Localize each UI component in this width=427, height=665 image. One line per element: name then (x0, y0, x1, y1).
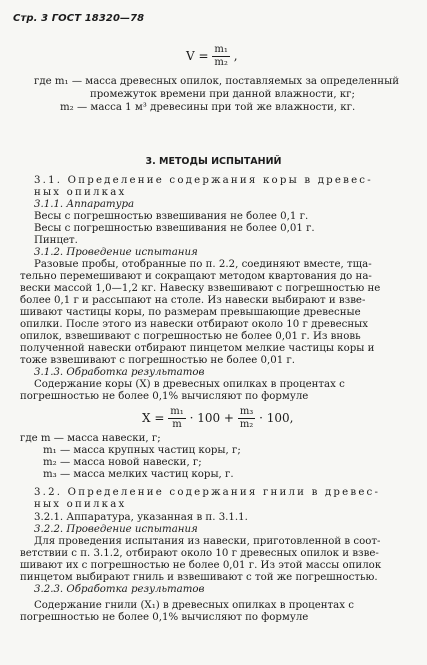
clause-heading: 3.2.1. Аппаратура, указанная в п. 3.1.1. (34, 512, 248, 523)
where-line: m₂ — масса новой навески, г; (43, 457, 202, 468)
paragraph-line: Содержание коры (X) в древесных опилках в процентах с (34, 379, 345, 390)
paragraph-line: полученной навески отбирают пинцетом мелкие частицы коры и (20, 343, 375, 354)
paragraph-line: погрешностью не более 0,1% вычисляют по формуле (20, 612, 309, 623)
section-title: 3. МЕТОДЫ ИСПЫТАНИЙ (145, 156, 282, 167)
formula-fraction (168, 406, 186, 431)
paragraph-line: ветствии с п. 3.1.2, отбирают около 10 г древесных опилок и взве- (20, 548, 379, 559)
formula-fraction (212, 44, 230, 69)
formula-mid: · 100 + (189, 411, 234, 425)
clause-label: 3.1.3. Обработка результатов (34, 367, 205, 378)
paragraph-line: Для проведения испытания из навески, приготовленной в соот- (34, 536, 381, 547)
where-line: где m₁ — масса древесных опилок, поставляемых за определенный (34, 76, 399, 87)
formula-lhs: V = (186, 49, 209, 63)
clause-label: 3.2.3. Обработка результатов (34, 584, 205, 595)
paragraph-line: пинцетом выбирают гниль и взвешивают с той же погрешностью. (20, 572, 378, 583)
fraction-numerator: m₁ (214, 44, 228, 55)
fraction-numerator: m₁ (170, 406, 184, 417)
paragraph-line: тоже взвешивают с погрешностью не более 0,01 г. (20, 355, 296, 366)
list-item: Пинцет. (34, 235, 78, 246)
clause-label: 3.2.2. Проведение испытания (34, 524, 198, 535)
formula-bark (142, 406, 294, 431)
paragraph-line: опилки. После этого из навески отбирают около 10 г древесных (20, 319, 369, 330)
formula-fraction (238, 406, 256, 431)
paragraph-line: вески массой 1,0—1,2 кг. Навеску взвешивают с погрешностью не (20, 283, 381, 294)
subsection-heading: 3.1. Определение содержания коры в древес- (34, 175, 373, 186)
list-item: Весы с погрешностью взвешивания не более 0,1 г. (34, 211, 309, 222)
fraction-denominator: m₂ (239, 419, 254, 430)
clause-label: 3.1.2. Проведение испытания (34, 247, 198, 258)
paragraph-line: погрешностью не более 0,1% вычисляют по формуле (20, 391, 309, 402)
formula-lhs: X = (142, 411, 165, 425)
where-line: где m — масса навески, г; (20, 433, 161, 444)
where-line: m₃ — масса мелких частиц коры, г. (43, 469, 234, 480)
paragraph-line: шивают их с погрешностью не более 0,01 г. Из этой массы опилок (20, 560, 382, 571)
fraction-numerator: m₃ (239, 406, 254, 417)
paragraph-line: Разовые пробы, отобранные по п. 2.2, соединяют вместе, тща- (34, 259, 372, 270)
where-line: m₁ — масса крупных частиц коры, г; (43, 445, 241, 456)
subsection-heading: ных опилках (34, 499, 127, 510)
clause-heading (34, 247, 404, 259)
formula-volume (186, 44, 238, 69)
clause-heading (34, 199, 404, 211)
page-header: Стр. 3 ГОСТ 18320—78 (13, 13, 145, 24)
fraction-denominator: m₂ (214, 57, 228, 68)
list-item: Весы с погрешностью взвешивания не более 0,01 г. (34, 223, 315, 234)
clause-heading (34, 524, 404, 536)
formula-tail: · 100, (259, 411, 294, 425)
paragraph-line: тельно перемешивают и сокращают методом квартования до на- (20, 271, 372, 282)
fraction-denominator: m (172, 419, 182, 430)
paragraph-line: более 0,1 г и рассыпают на столе. Из навески выбирают и взве- (20, 295, 366, 306)
subsection-heading: 3.2. Определение содержания гнили в древес- (34, 487, 381, 498)
clause-label: 3.1.1. Аппаратура (34, 199, 135, 210)
paragraph-line: Содержание гнили (X₁) в древесных опилках в процентах с (34, 600, 354, 611)
clause-heading (34, 367, 404, 379)
clause-heading (34, 584, 404, 596)
paragraph-line: опилок, взвешивают с погрешностью не более 0,01 г. Из вновь (20, 331, 361, 342)
where-line: промежуток времени при данной влажности, кг; (90, 89, 355, 100)
formula-tail: , (233, 49, 238, 63)
subsection-heading: ных опилках (34, 187, 127, 198)
where-line: m₂ — масса 1 м³ древесины при той же влажности, кг. (60, 102, 356, 113)
paragraph-line: шивают частицы коры, по размерам превышающие древесные (20, 307, 361, 318)
